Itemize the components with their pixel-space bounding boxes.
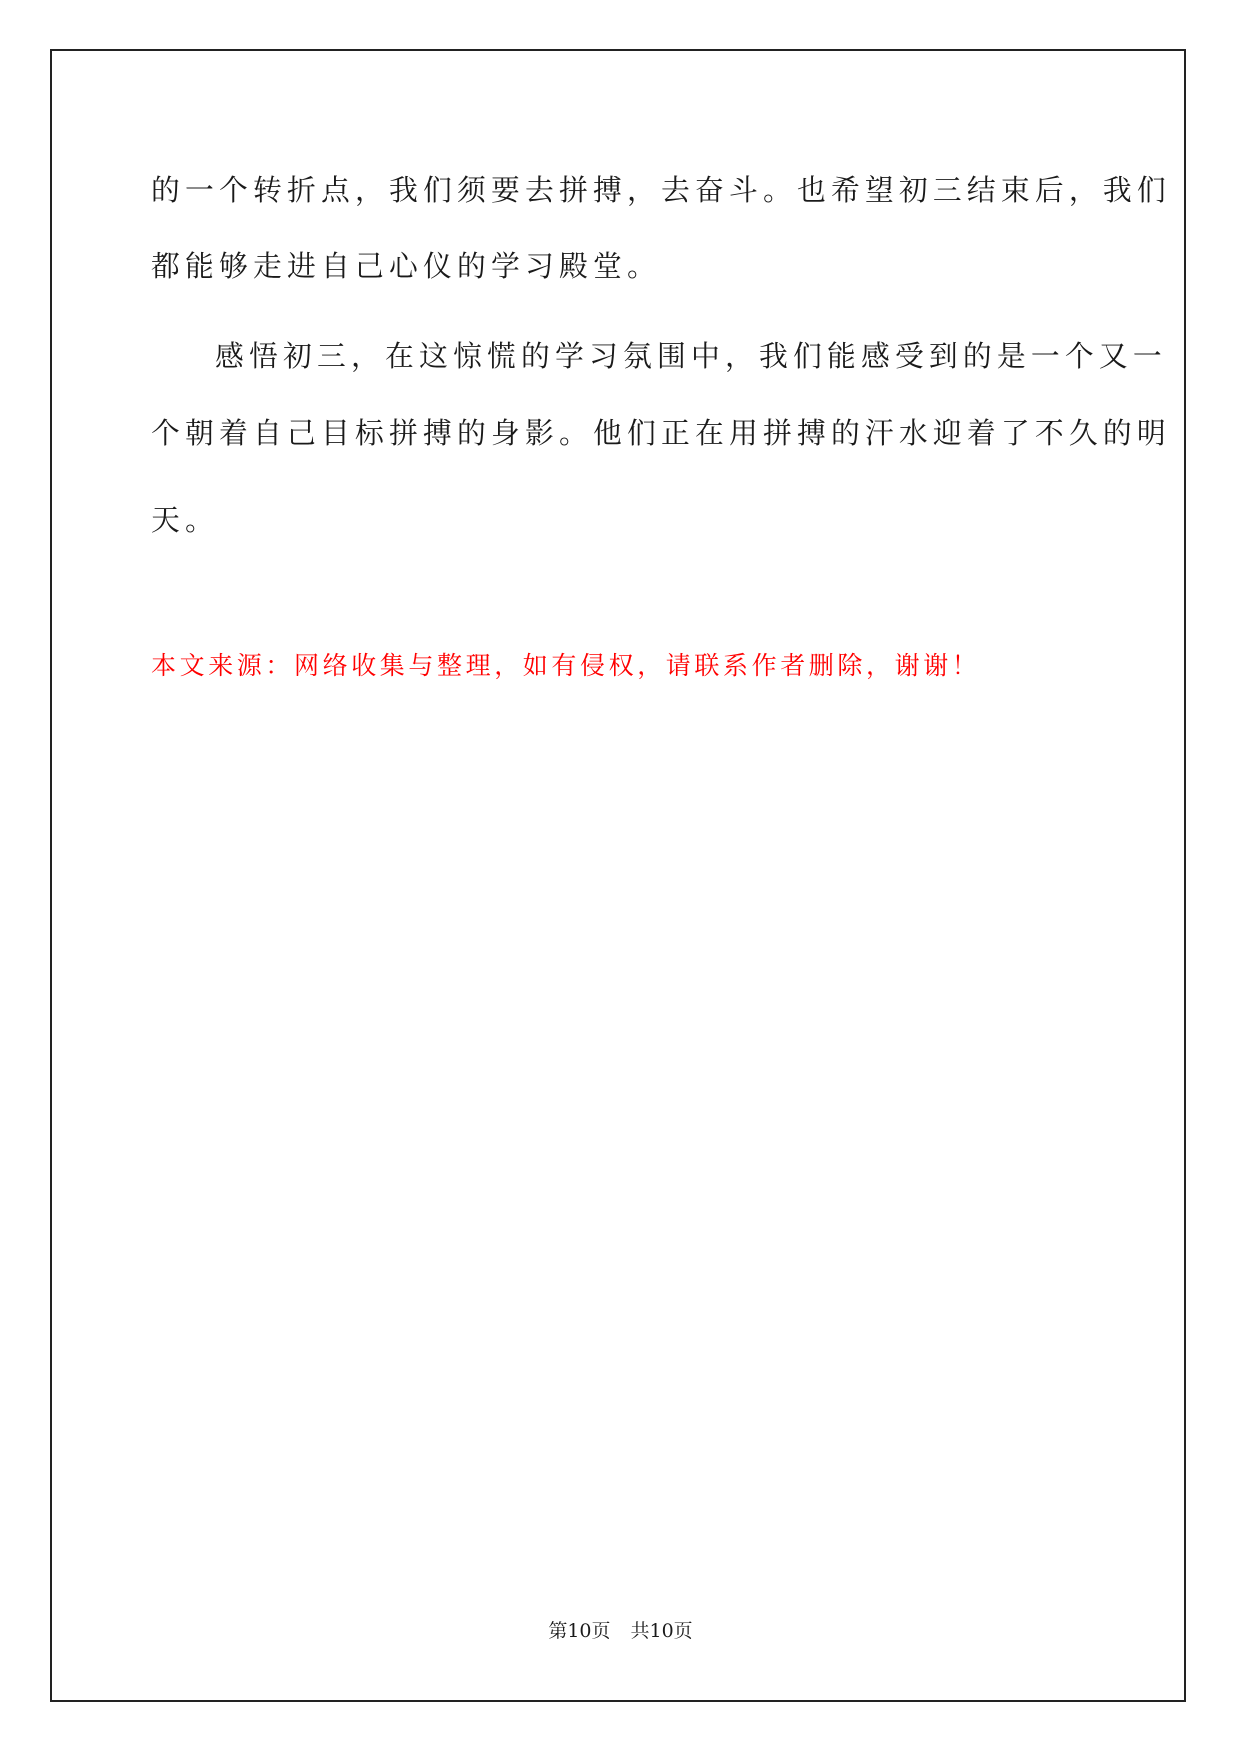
page-border <box>50 49 1186 1702</box>
page-footer <box>0 1618 1241 1644</box>
paragraph-line: 的一个转折点，我们须要去拼搏，去奋斗。也希望初三结束后，我们 <box>151 173 1171 207</box>
paragraph-line: 个朝着自己目标拼搏的身影。他们正在用拼搏的汗水迎着了不久的明 <box>151 416 1171 450</box>
paragraph-line: 天。 <box>151 503 219 537</box>
paragraph-line: 都能够走进自己心仪的学习殿堂。 <box>151 249 661 283</box>
total-pages-label: 共10页 <box>630 1620 693 1642</box>
paragraph-line: 感悟初三，在这惊慌的学习氛围中，我们能感受到的是一个又一 <box>215 339 1167 373</box>
source-note: 本文来源：网络收集与整理，如有侵权，请联系作者删除，谢谢！ <box>151 651 981 680</box>
current-page-label: 第10页 <box>548 1620 611 1642</box>
